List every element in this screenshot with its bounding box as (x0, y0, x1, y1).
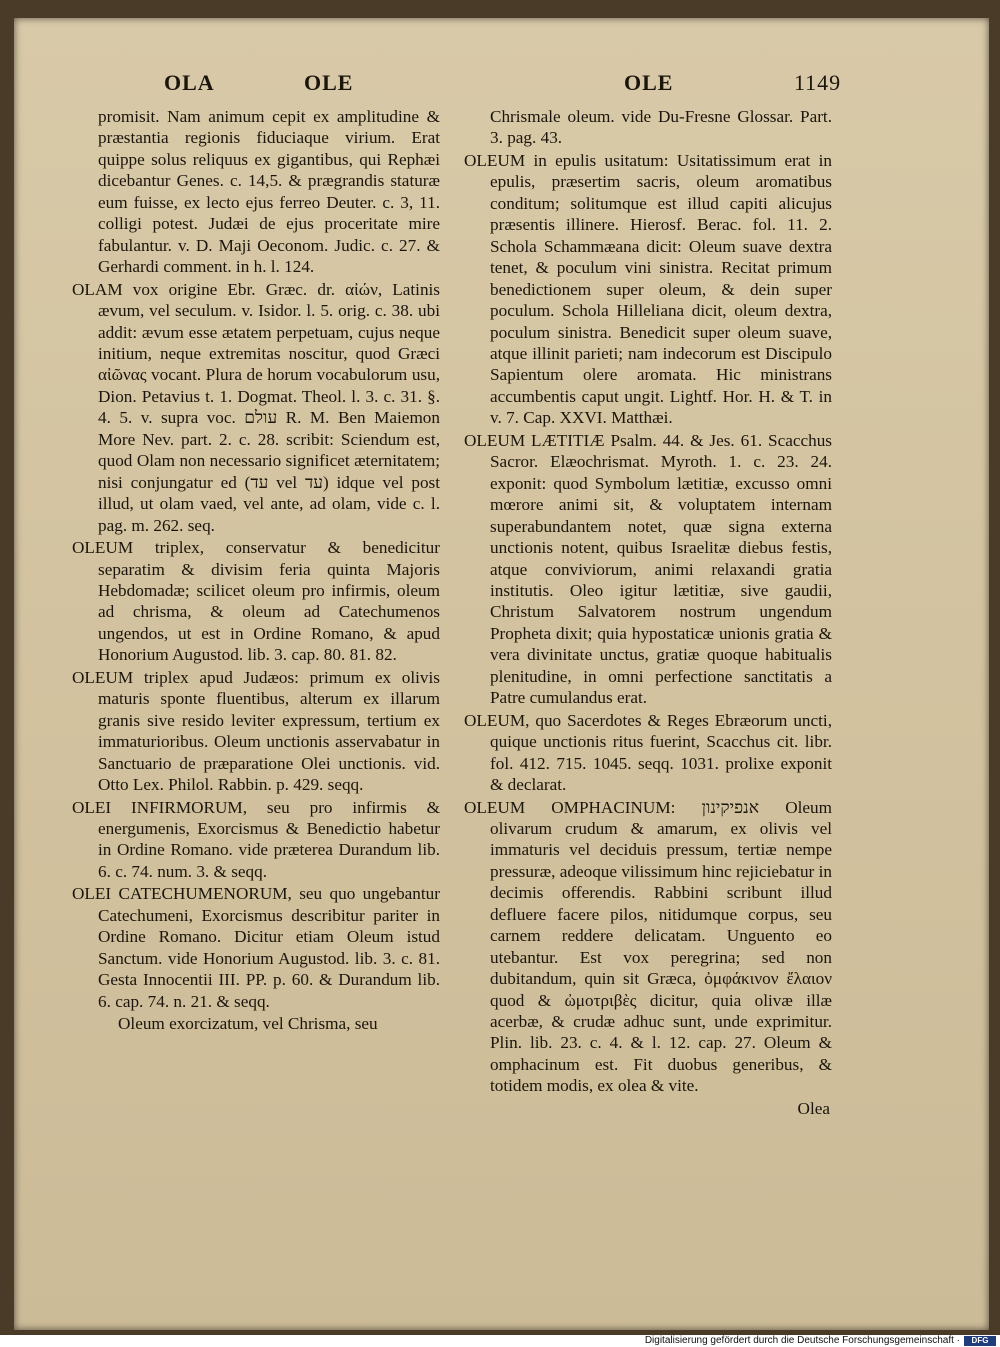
book-page (14, 18, 989, 1330)
dictionary-entry: Chrismale oleum. vide Du-Fresne Glossar. Part. 3. pag. 43. (490, 107, 832, 148)
page-number: 1149 (794, 70, 842, 95)
running-head-left-2: OLE (304, 70, 354, 95)
digitization-footer (0, 1335, 1000, 1347)
dictionary-entry: OLAM vox origine Ebr. Græc. dr. αἰών, Latinis ævum, vel seculum. v. Isidor. l. 5. orig. c. 38. ubi addit: ævum esse ætatem perpetuam, cujus neque initium, neque extremitas noscitur, quod Græci αἰῶνας vocant. Plura de horum vocabulorum usu, Dion. Petavius t. 1. Dogmat. Theol. l. 3. c. 31. §. 4. 5. v. supra voc. עולם R. M. Ben Maiemon More Nev. part. 2. c. 28. scribit: Sciendum est, quod Olam non necessario significet æternitatem; nisi conjungatur ed (עד vel עד) idque vel post illud, ut olam vaed, vel ante, ad olam, vide c. l. pag. m. 262. seq. (72, 279, 441, 535)
dictionary-entry: OLEUM LÆTITIÆ Psalm. 44. & Jes. 61. Scacchus Sacror. Elæochrismat. Myroth. 1. c. 23. 24. exponit: quod Symbolum lætitiæ, excusso omni mœrore animi sit, & voluptatem internam superabundantem notet, quæ signa externa unctionis notent, quibus Israelitæ diebus festis, atque conviviorum, animi relaxandi gratia institutis. Oleo igitur lætitiæ, sive gaudii, Christum Salvatorem nostrum ungendum Propheta dixit; quia hypostaticæ unionis gratia & vera divinitate unctus, gratiæ quoque habitualis plenitudine, in omni perfectione sanctitatis a Patre cumulandus erat. (464, 430, 832, 708)
dictionary-entry: OLEI INFIRMORUM, seu pro infirmis & energumenis, Exorcismus & Benedictio habetur in Ordine Romano. vide præterea Durandum lib. 6. c. 74. num. 3. & seqq. (72, 797, 440, 881)
dictionary-entry: OLEUM triplex apud Judæos: primum ex olivis maturis sponte fluentibus, alterum ex illarum granis sive resido leviter expressum, tertium ex immaturioribus. Oleum unctionis asservabatur in Sanctuario de præparatione Olei unctionis. vid. Otto Lex. Philol. Rabbin. p. 429. seqq. (72, 667, 440, 795)
right-column (464, 106, 832, 1119)
dictionary-entry: OLEUM OMPHACINUM: אנפיקינון Oleum olivarum crudum & amarum, ex olivis vel immaturis vel deciduis pressum, tertiæ nempe pressuræ, adeoque vilissimum hinc rejiciebatur in decimis offerendis. Rabbini scribunt illud defluere facere pilos, nitidumque corpus, seu carnem reddere delicatam. Unguento eo utebantur. Est vox peregrina; sed non dubitandum, quin sit Græca, ὀμφάκινον ἔλαιον quod & ὠμοτριβὲς dicitur, quia olivæ illæ acerbæ, & crudæ adhuc sunt, unde exprimitur. Plin. lib. 23. c. 4. & l. 12. cap. 27. Oleum & omphacinum est. Fit duobus generibus, & totidem modis, ex olea & vite. (464, 797, 832, 1096)
footer-credit: Digitalisierung gefördert durch die Deutsche Forschungsgemeinschaft · (644, 1335, 960, 1346)
dictionary-entry: OLEI CATECHUMENORUM, seu quo ungebantur Catechumeni, Exorcismus describitur pariter in Ordine Romano. Dicitur etiam Oleum istud Sanctum. vide Honorium Augustod. lib. 3. c. 81. Gesta Innocentii III. PP. p. 60. & Durandum lib. 6. cap. 74. n. 21. & seqq. (72, 884, 440, 1011)
running-head-left: OLA (164, 70, 215, 95)
dictionary-entry: OLEUM, quo Sacerdotes & Reges Ebræorum uncti, quique unctionis ritus fuerint, Scacchus cit. libr. fol. 412. 715. 1045. seqq. 1031. prolixe exponit & declarat. (464, 710, 832, 795)
catchword: Olea (797, 1098, 830, 1118)
dictionary-entry: promisit. Nam animum cepit ex amplitudine & præstantia regionis fiduciaque virium. Erat quippe solus reliquus ex gigantibus, qui Rephæi dicebantur Genes. c. 14,5. & prægrandis staturæ eum fuisse, ex lecto ejus ferreo Deuter. c. 3, 11. colligi potest. Judæi de ejus proceritate mire fabulantur. v. D. Maji Oeconom. Judic. c. 27. & Gerhardi comment. in h. l. 124. (98, 107, 440, 277)
left-column (72, 106, 440, 1035)
running-head-right: OLE (624, 70, 674, 95)
dfg-logo-icon: DFG (964, 1336, 996, 1346)
dictionary-entry: OLEUM in epulis usitatum: Usitatissimum erat in epulis, præsertim sacris, oleum aromatibus conditum; solitumque est illud capiti alicujus præsentis illinere. Hierosf. Berac. fol. 11. 2. Schola Schammæana dicit: Oleum suave dextra tenet, & poculum vini sinistra. Recitat primum benedictionem super oleum, & dein super poculum. Schola Hilleliana dicit, oleum dextra, poculum sinistra. Benedicit super oleum suave, atque illinit parieti; nam indecorum est Discipulo Sapientum olere aromata. Hic ministrans accumbentis caput ungit. Lightf. Hor. H. & T. in v. 7. Cap. XXVI. Matthæi. (464, 150, 832, 428)
dictionary-entry: Oleum exorcizatum, vel Chrisma, seu (118, 1014, 378, 1034)
dictionary-entry: OLEUM triplex, conservatur & benedicitur separatim & divisim feria quinta Majoris Hebdomadæ; scilicet oleum pro infirmis, oleum ad chrisma, & oleum ad Catechumenos ungendos, ut est in Ordine Romano, & apud Honorium Augustod. lib. 3. cap. 80. 81. 82. (72, 538, 440, 665)
